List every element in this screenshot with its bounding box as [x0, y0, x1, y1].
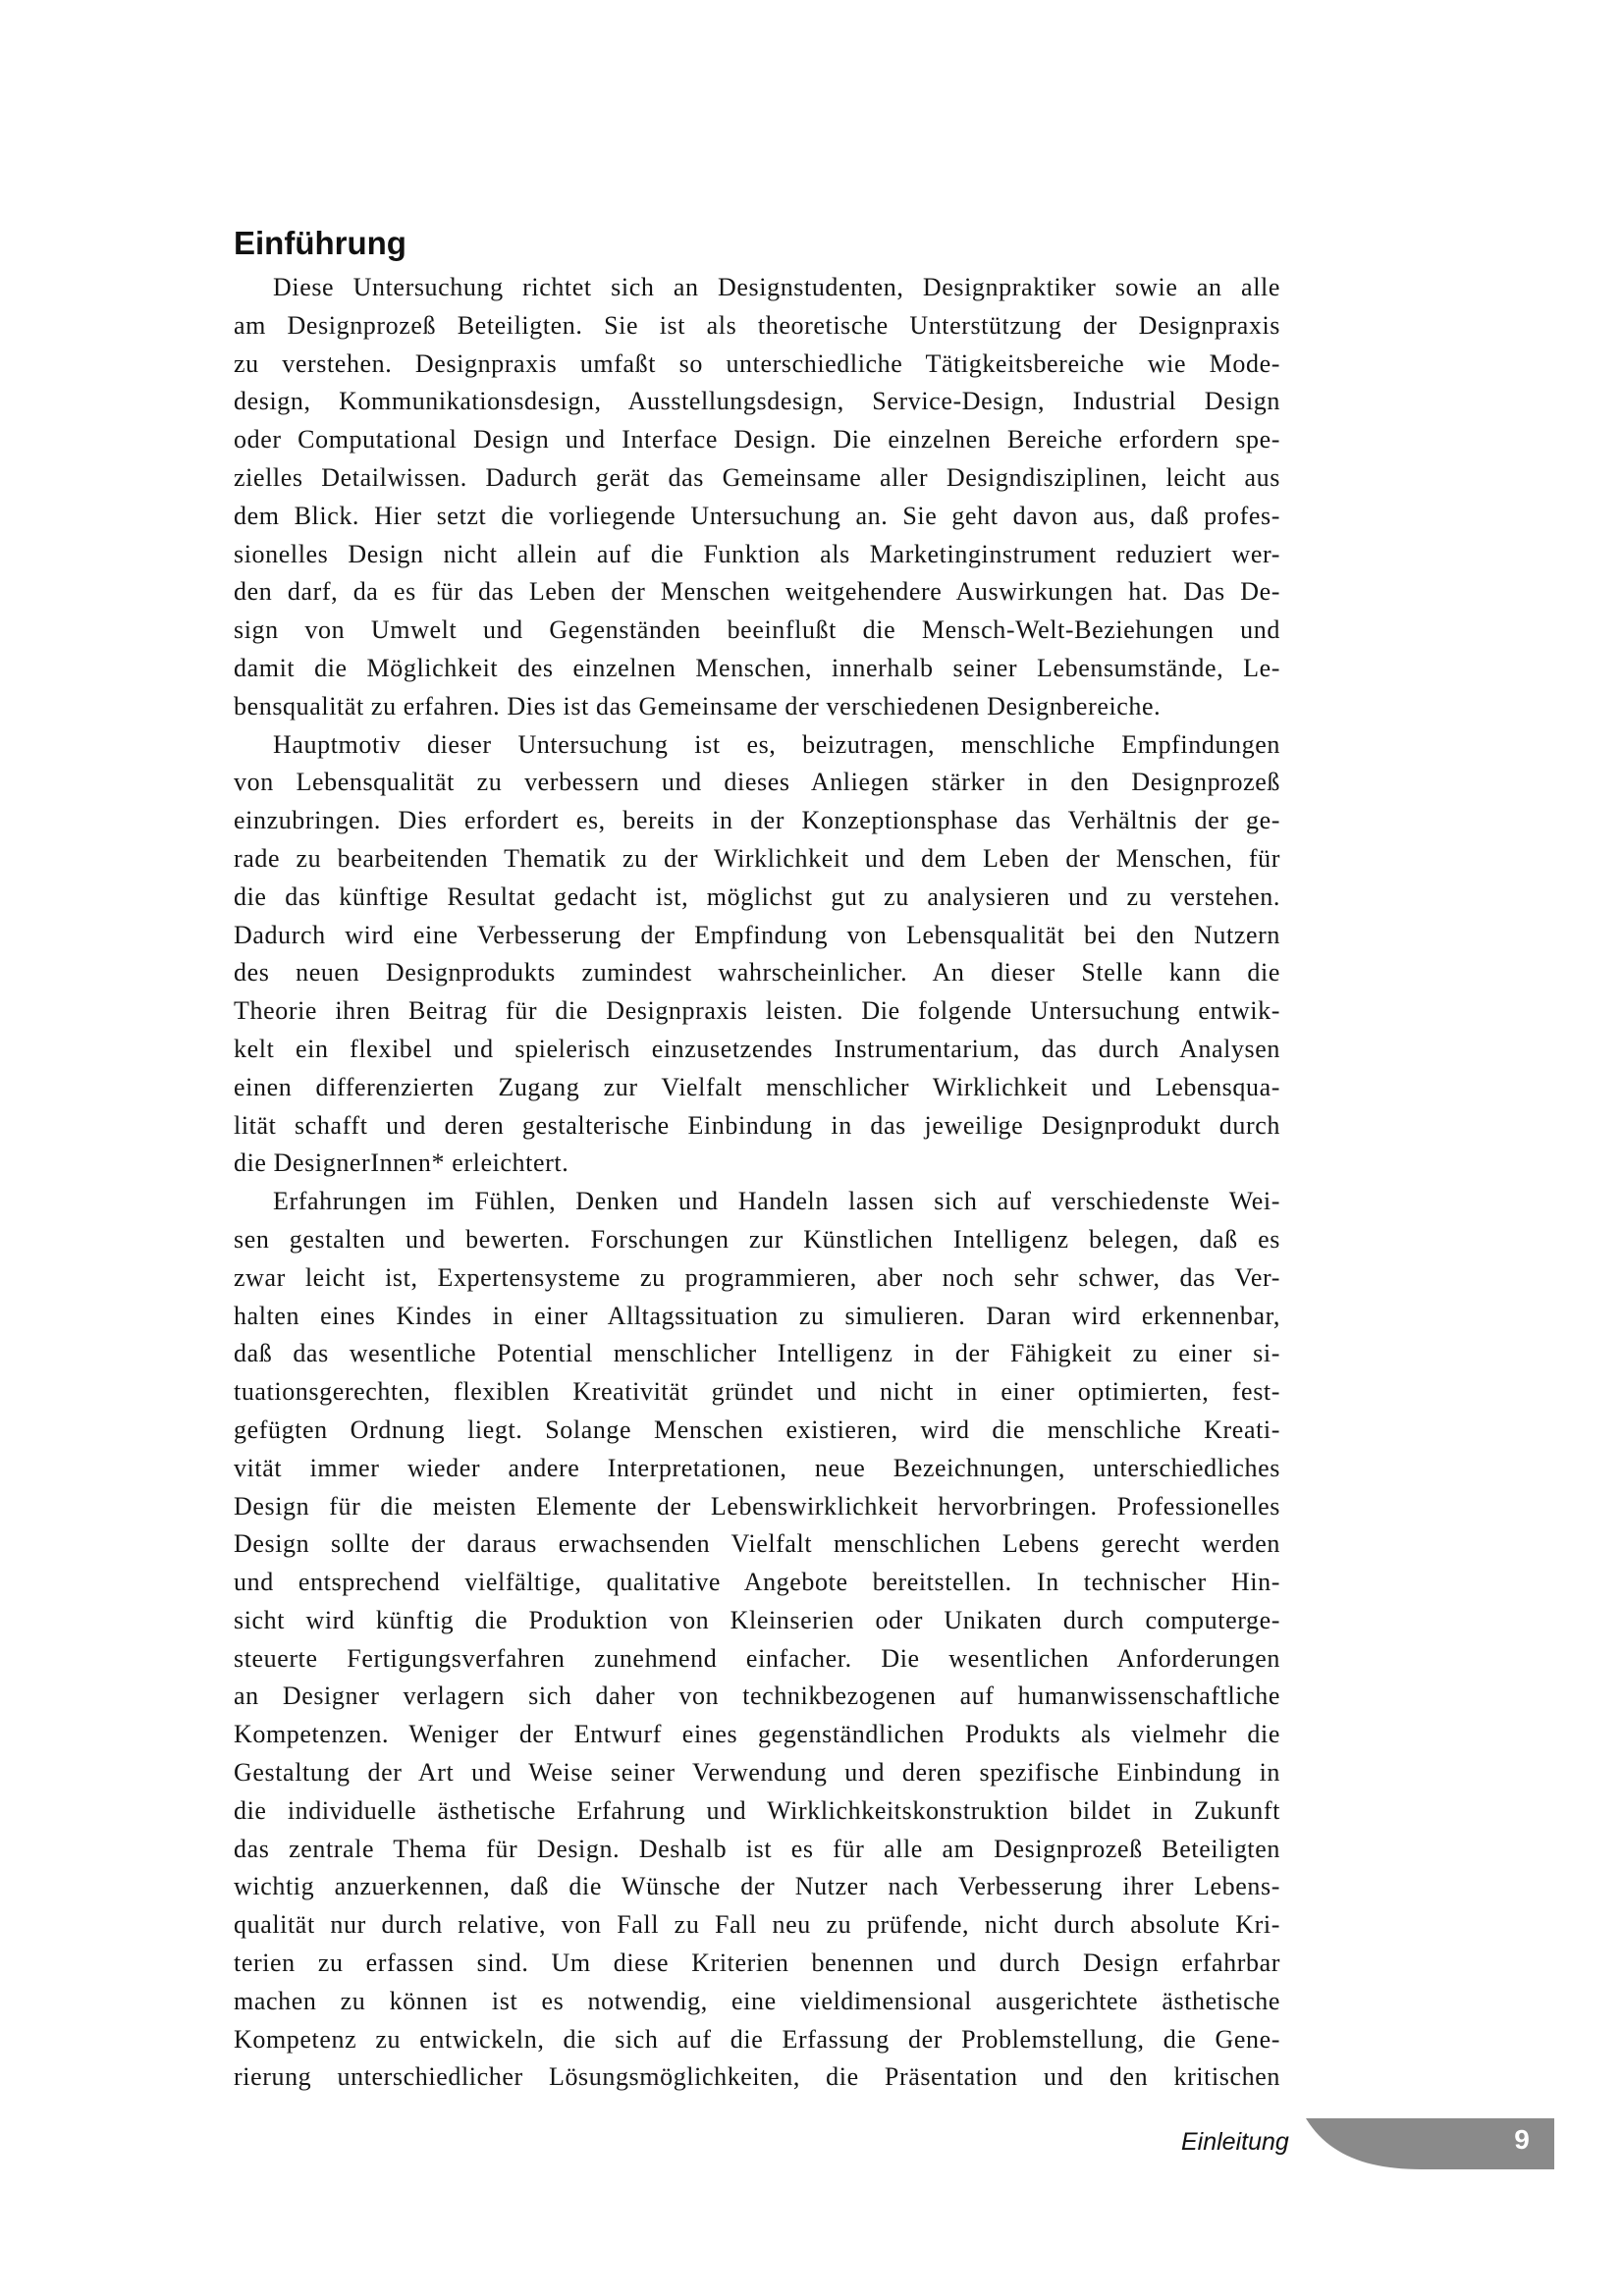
- text-line: design, Kommunikationsdesign, Ausstellungsdesign, Service-Design, Industrial Design: [234, 387, 1280, 416]
- text-line: daß das wesentliche Potential menschlicher Intelligenz in der Fähigkeit zu einer si-: [234, 1339, 1280, 1368]
- text-line: Design sollte der daraus erwachsenden Vielfalt menschlichen Lebens gerecht werden: [234, 1529, 1280, 1559]
- text-line: terien zu erfassen sind. Um diese Kriterien benennen und durch Design erfahrbar: [234, 1949, 1280, 1978]
- text-line: des neuen Designprodukts zumindest wahrscheinlicher. An dieser Stelle kann die: [234, 958, 1280, 988]
- text-line: Design für die meisten Elemente der Lebenswirklichkeit hervorbringen. Professionelles: [234, 1491, 1280, 1521]
- footer-section-label: Einleitung: [1181, 2128, 1289, 2156]
- page-number: 9: [1514, 2124, 1530, 2155]
- text-line: Theorie ihren Beitrag für die Designpraxis leisten. Die folgende Untersuchung entwik-: [234, 996, 1280, 1026]
- text-line: steuerte Fertigungsverfahren zunehmend einfacher. Die wesentlichen Anforderungen: [234, 1643, 1280, 1673]
- text-line: Dadurch wird eine Verbesserung der Empfindung von Lebensqualität bei den Nutzern: [234, 920, 1280, 949]
- body-text: [234, 269, 1280, 2097]
- text-line: gefügten Ordnung liegt. Solange Menschen existieren, wird die menschliche Kreati-: [234, 1415, 1280, 1444]
- text-line: vität immer wieder andere Interpretationen, neue Bezeichnungen, unterschiedliches: [234, 1453, 1280, 1482]
- text-line: qualität nur durch relative, von Fall zu Fall neu zu prüfende, nicht durch absolute Kri-: [234, 1910, 1280, 1940]
- text-line: kelt ein flexibel und spielerisch einzusetzendes Instrumentarium, das durch Analysen: [234, 1034, 1280, 1063]
- section-heading: Einführung: [234, 225, 406, 261]
- text-line: das zentrale Thema für Design. Deshalb ist es für alle am Designprozeß Beteiligten: [234, 1834, 1280, 1863]
- text-line: sicht wird künftig die Produktion von Kleinserien oder Unikaten durch computerge-: [234, 1605, 1280, 1634]
- text-line: oder Computational Design und Interface Design. Die einzelnen Bereiche erfordern spe-: [234, 425, 1280, 454]
- text-line: Kompetenz zu entwickeln, die sich auf die Erfassung der Problemstellung, die Gene-: [234, 2024, 1280, 2054]
- text-line: die DesignerInnen* erleichtert.: [234, 1148, 569, 1178]
- text-line: Gestaltung der Art und Weise seiner Verwendung und deren spezifische Einbindung in: [234, 1758, 1280, 1788]
- text-line: halten eines Kindes in einer Alltagssituation zu simulieren. Daran wird erkennenbar,: [234, 1301, 1280, 1330]
- text-line: sign von Umwelt und Gegenständen beeinflußt die Mensch-Welt-Beziehungen und: [234, 615, 1280, 645]
- text-line: am Designprozeß Beteiligten. Sie ist als theoretische Unterstützung der Designpraxis: [234, 310, 1280, 340]
- text-line: die individuelle ästhetische Erfahrung und Wirklichkeitskonstruktion bildet in Zukunft: [234, 1795, 1280, 1825]
- text-line: und entsprechend vielfältige, qualitative Angebote bereitstellen. In technischer Hin-: [234, 1568, 1280, 1597]
- text-line: rierung unterschiedlicher Lösungsmöglichkeiten, die Präsentation und den kritischen: [234, 2062, 1280, 2092]
- text-line: wichtig anzuerkennen, daß die Wünsche der Nutzer nach Verbesserung ihrer Lebens-: [234, 1872, 1280, 1901]
- text-line: machen zu können ist es notwendig, eine vieldimensional ausgerichtete ästhetische: [234, 1986, 1280, 2015]
- text-line: tuationsgerechten, flexiblen Kreativität gründet und nicht in einer optimierten, fest-: [234, 1377, 1280, 1407]
- text-line: zu verstehen. Designpraxis umfaßt so unterschiedliche Tätigkeitsbereiche wie Mode-: [234, 348, 1280, 378]
- text-line: von Lebensqualität zu verbessern und dieses Anliegen stärker in den Designprozeß: [234, 768, 1280, 797]
- text-line: zwar leicht ist, Expertensysteme zu programmieren, aber noch sehr schwer, das Ver-: [234, 1262, 1280, 1292]
- text-line: einen differenzierten Zugang zur Vielfalt menschlicher Wirklichkeit und Lebensqua-: [234, 1072, 1280, 1101]
- text-line: zielles Detailwissen. Dadurch gerät das Gemeinsame aller Designdisziplinen, leicht aus: [234, 462, 1280, 492]
- text-line: die das künftige Resultat gedacht ist, möglichst gut zu analysieren und zu verstehen.: [234, 881, 1280, 911]
- text-line: Erfahrungen im Fühlen, Denken und Handeln lassen sich auf verschiedenste Wei-: [273, 1187, 1280, 1216]
- text-line: sen gestalten und bewerten. Forschungen zur Künstlichen Intelligenz belegen, daß es: [234, 1224, 1280, 1254]
- text-line: den darf, da es für das Leben der Menschen weitgehendere Auswirkungen hat. Das De-: [234, 577, 1280, 607]
- text-line: Diese Untersuchung richtet sich an Designstudenten, Designpraktiker sowie an alle: [273, 273, 1280, 301]
- text-line: an Designer verlagern sich daher von technikbezogenen auf humanwissenschaftliche: [234, 1682, 1280, 1711]
- page-footer: [0, 2107, 1623, 2175]
- text-line: Hauptmotiv dieser Untersuchung ist es, beizutragen, menschliche Empfindungen: [273, 729, 1280, 759]
- text-line: dem Blick. Hier setzt die vorliegende Untersuchung an. Sie geht davon aus, daß profes-: [234, 501, 1280, 530]
- text-line: einzubringen. Dies erfordert es, bereits in der Konzeptionsphase das Verhältnis der ge-: [234, 806, 1280, 835]
- text-line: rade zu bearbeitenden Thematik zu der Wirklichkeit und dem Leben der Menschen, für: [234, 843, 1280, 873]
- text-line: bensqualität zu erfahren. Dies ist das Gemeinsame der verschiedenen Designbereiche.: [234, 691, 1162, 721]
- text-line: Kompetenzen. Weniger der Entwurf eines gegenständlichen Produkts als vielmehr die: [234, 1720, 1280, 1749]
- text-line: sionelles Design nicht allein auf die Funktion als Marketinginstrument reduziert wer-: [234, 539, 1280, 568]
- text-line: damit die Möglichkeit des einzelnen Menschen, innerhalb seiner Lebensumstände, Le-: [234, 653, 1280, 682]
- text-line: lität schafft und deren gestalterische Einbindung in das jeweilige Designprodukt durch: [234, 1110, 1280, 1140]
